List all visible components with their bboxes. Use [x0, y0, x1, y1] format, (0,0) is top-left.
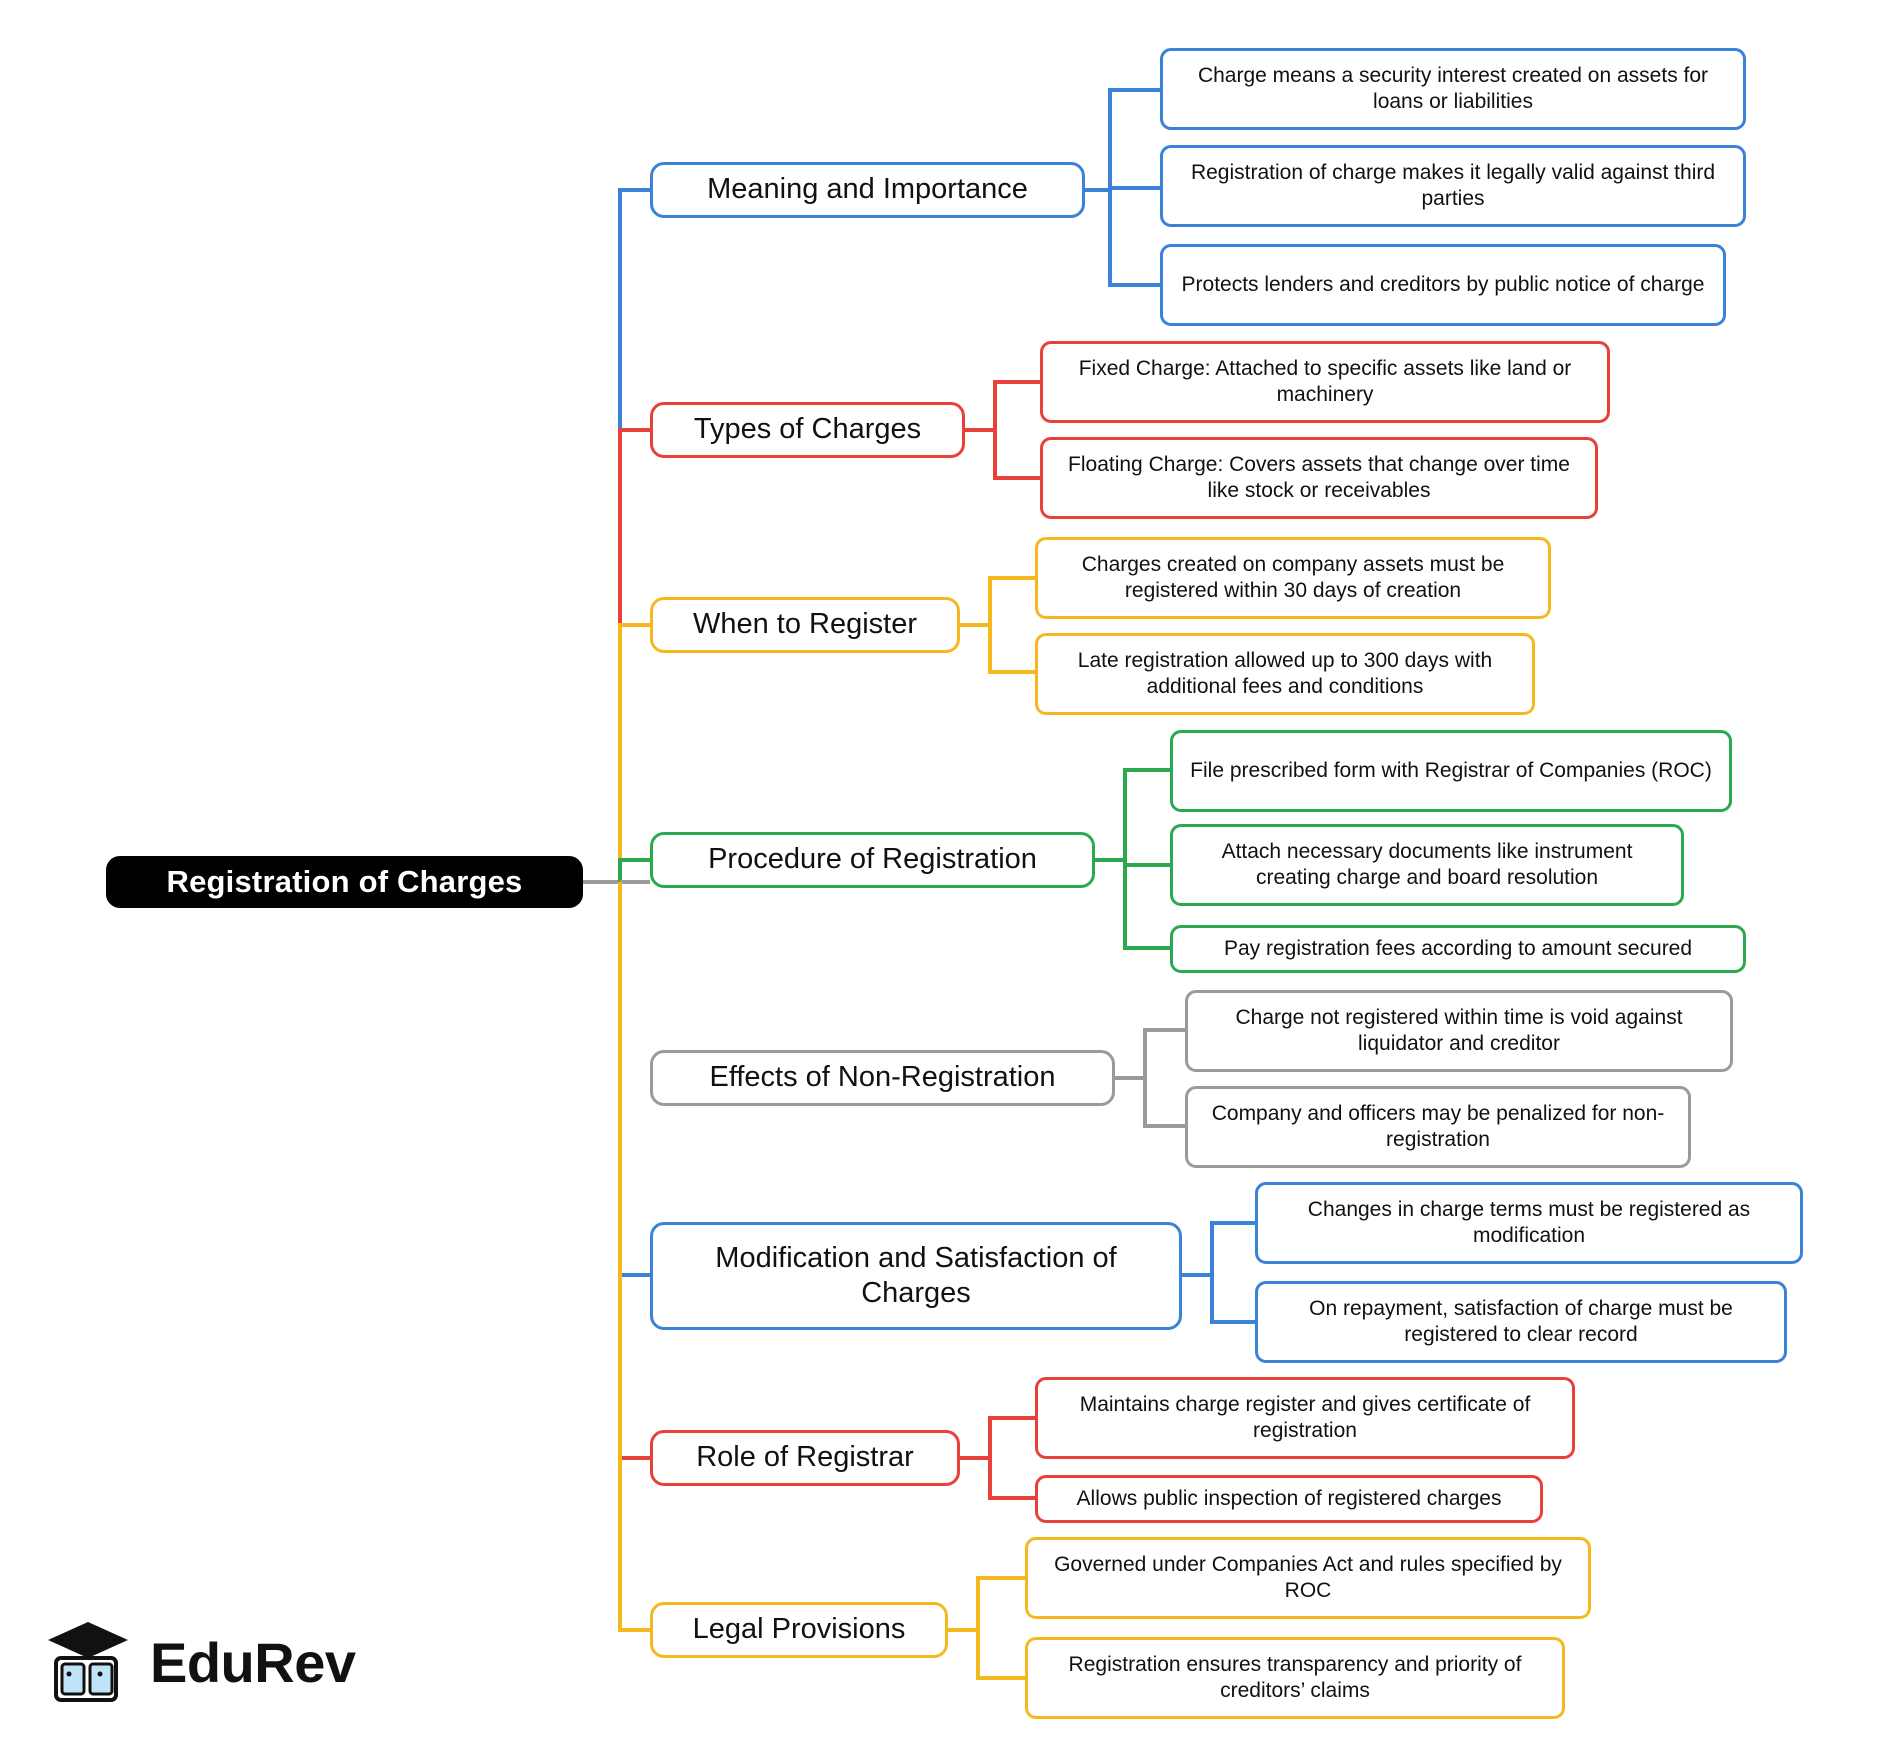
- leaf-label: Registration of charge makes it legally valid against third parties: [1190, 161, 1716, 210]
- leaf-when-1[interactable]: [1035, 537, 1551, 619]
- leaf-label: Governed under Companies Act and rules specified by ROC: [1054, 1553, 1562, 1602]
- leaf-registrar-1[interactable]: [1035, 1377, 1575, 1459]
- leaf-label: File prescribed form with Registrar of Companies (ROC): [1190, 759, 1712, 783]
- branch-types-of-charges[interactable]: [650, 402, 965, 458]
- branch-procedure-of-registration[interactable]: [650, 832, 1095, 888]
- leaf-meaning-1[interactable]: [1160, 48, 1746, 130]
- branch-label: Procedure of Registration: [708, 843, 1037, 876]
- leaf-legal-1[interactable]: [1025, 1537, 1591, 1619]
- branch-when-to-register[interactable]: [650, 597, 960, 653]
- leaf-label: Charge means a security interest created on assets for loans or liabilities: [1197, 64, 1709, 113]
- root-label: Registration of Charges: [166, 864, 523, 900]
- leaf-procedure-2[interactable]: [1170, 824, 1684, 906]
- branch-label: Role of Registrar: [696, 1441, 914, 1474]
- leaf-meaning-3[interactable]: [1160, 244, 1726, 326]
- branch-label: When to Register: [692, 608, 918, 641]
- leaf-label: Company and officers may be penalized for non-registration: [1211, 1102, 1665, 1151]
- logo-text: EduRev: [150, 1630, 356, 1694]
- leaf-modification-1[interactable]: [1255, 1182, 1803, 1264]
- leaf-label: Charges created on company assets must be registered within 30 days of creation: [1081, 553, 1505, 602]
- branch-modification-and-satisfaction[interactable]: [650, 1222, 1182, 1330]
- leaf-label: Late registration allowed up to 300 days with additional fees and conditions: [1077, 649, 1493, 698]
- leaf-label: Allows public inspection of registered charges: [1076, 1487, 1502, 1511]
- leaf-label: Charge not registered within time is void against liquidator and creditor: [1235, 1006, 1683, 1055]
- leaf-types-1[interactable]: [1040, 341, 1610, 423]
- leaf-label: Fixed Charge: Attached to specific assets like land or machinery: [1078, 357, 1572, 406]
- branch-role-of-registrar[interactable]: [650, 1430, 960, 1486]
- leaf-when-2[interactable]: [1035, 633, 1535, 715]
- graduation-cap-book-icon: [40, 1614, 136, 1711]
- leaf-modification-2[interactable]: [1255, 1281, 1787, 1363]
- leaf-legal-2[interactable]: [1025, 1637, 1565, 1719]
- leaf-label: Protects lenders and creditors by public notice of charge: [1181, 273, 1705, 297]
- leaf-effects-2[interactable]: [1185, 1086, 1691, 1168]
- leaf-label: On repayment, satisfaction of charge must be registered to clear record: [1309, 1297, 1733, 1346]
- branch-label: Types of Charges: [693, 413, 922, 446]
- branch-effects-of-non-registration[interactable]: [650, 1050, 1115, 1106]
- leaf-effects-1[interactable]: [1185, 990, 1733, 1072]
- leaf-label: Registration ensures transparency and priority of creditors’ claims: [1068, 1653, 1522, 1702]
- leaf-label: Pay registration fees according to amount secured: [1223, 937, 1693, 961]
- branch-label: Legal Provisions: [692, 1613, 906, 1646]
- root-node[interactable]: [106, 856, 583, 908]
- leaf-types-2[interactable]: [1040, 437, 1598, 519]
- branch-legal-provisions[interactable]: [650, 1602, 948, 1658]
- leaf-meaning-2[interactable]: [1160, 145, 1746, 227]
- leaf-label: Changes in charge terms must be registered as modification: [1307, 1198, 1751, 1247]
- branch-meaning-and-importance[interactable]: [650, 162, 1085, 218]
- leaf-procedure-1[interactable]: [1170, 730, 1732, 812]
- leaf-procedure-3[interactable]: [1170, 925, 1746, 973]
- branch-label: Effects of Non-Registration: [709, 1061, 1056, 1094]
- leaf-label: Maintains charge register and gives certificate of registration: [1079, 1393, 1531, 1442]
- branch-label: Modification and Satisfaction of Charges: [715, 1241, 1117, 1309]
- branch-label: Meaning and Importance: [707, 173, 1028, 206]
- leaf-label: Floating Charge: Covers assets that change over time like stock or receivables: [1068, 453, 1570, 502]
- leaf-registrar-2[interactable]: [1035, 1475, 1543, 1523]
- edurev-logo: [40, 1612, 370, 1712]
- leaf-label: Attach necessary documents like instrument creating charge and board resolution: [1221, 840, 1633, 889]
